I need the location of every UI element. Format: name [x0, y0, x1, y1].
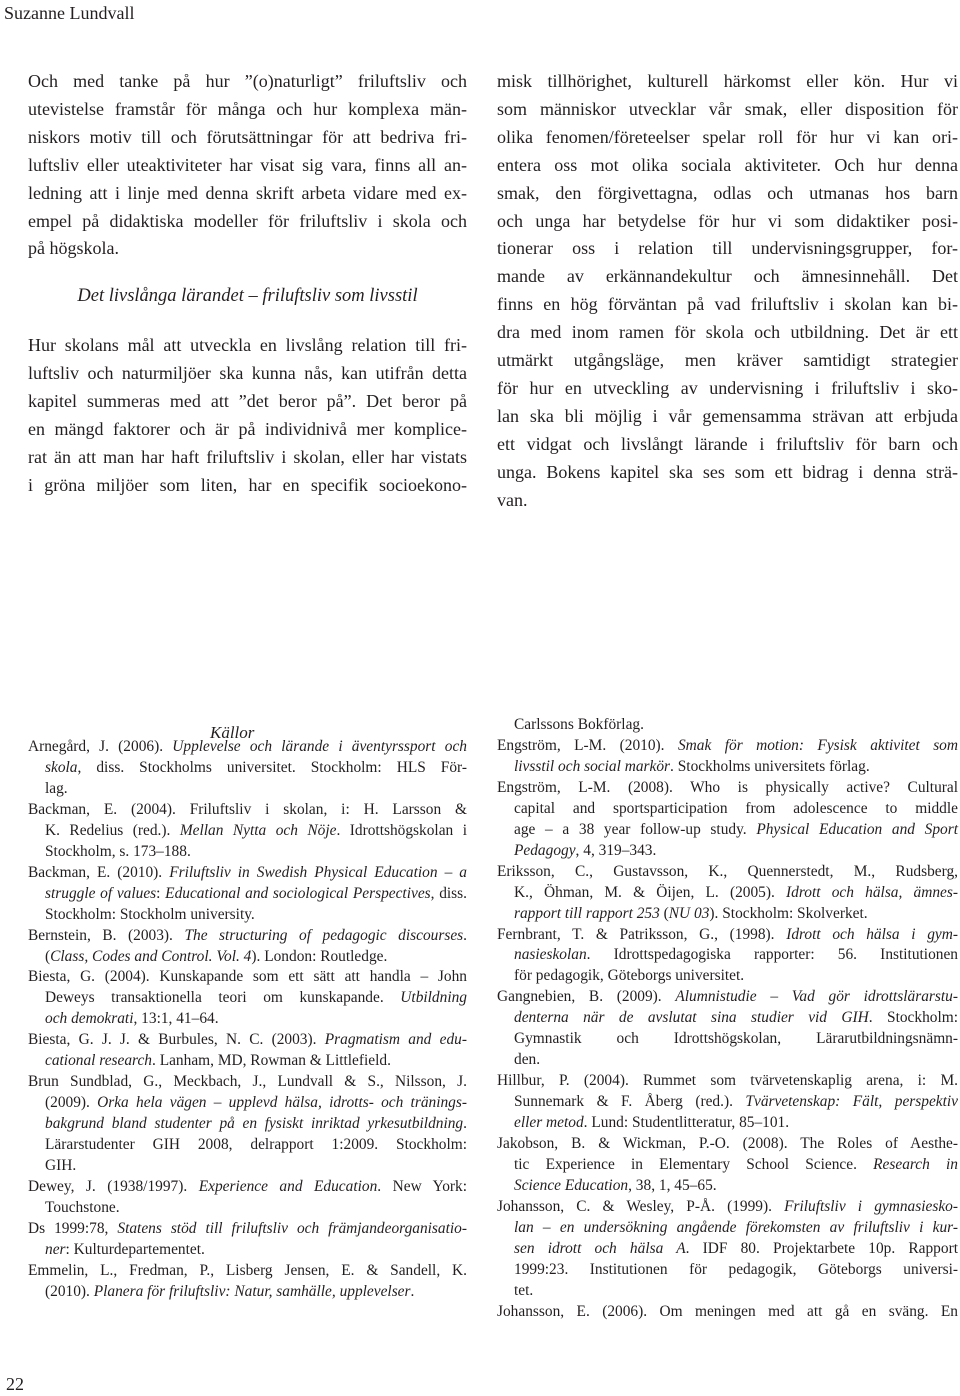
reference-text: Sunnemark & F. Åberg (red.).	[514, 1093, 746, 1111]
reference-text: Backman, E. (2004). Friluftsliv i skolan, i: H. Larsson &	[28, 800, 467, 818]
reference-italic-text: Idrott och hälsa i gym-	[786, 925, 958, 943]
text-line: på högskola.	[28, 238, 119, 259]
reference-line	[28, 1156, 467, 1177]
reference-italic-text: ner	[45, 1240, 66, 1258]
reference-text: Engström, L-M. (2010).	[497, 736, 678, 754]
reference-text: den.	[514, 1051, 541, 1069]
reference-line	[497, 1302, 958, 1323]
reference-line	[28, 737, 467, 758]
references-column-left	[28, 737, 467, 1303]
reference-text: Gangnebien, B. (2009).	[497, 988, 676, 1006]
reference-text: Johansson, C. & Wesley, P-Å. (1999).	[497, 1197, 785, 1215]
reference-line	[28, 1282, 467, 1303]
reference-line	[28, 1135, 467, 1156]
reference-text: Carlssons Bokförlag.	[514, 716, 644, 733]
reference-line	[28, 842, 467, 863]
text-line: Och med tanke på hur ”(o)naturligt” friluftsliv och	[28, 71, 467, 91]
reference-text: Brun Sundblad, G., Meckbach, J., Lundvall & S., Nilsson, J.	[28, 1073, 467, 1091]
text-line: smak, den förgivettagna, odlas och utmanas hos barn	[497, 182, 958, 203]
reference-italic-text: Educational and sociological Perspectives	[165, 884, 431, 902]
reference-text: , 13:1, 41–64.	[133, 1010, 219, 1028]
reference-italic-text: Friluftsliv i gymnasiesko-	[784, 1197, 958, 1215]
text-line: ett vidgat och livslångt lärande i friluftsliv för barn och	[497, 433, 958, 454]
text-line: luftsliv eller uteaktiviteter har visat sig vara, finns all an-	[28, 154, 467, 175]
reference-text: Dewey, J. (1938/1997).	[28, 1178, 199, 1196]
reference-italic-text: Physical Education and Sport	[756, 820, 958, 838]
reference-line	[497, 925, 958, 946]
reference-line	[497, 1218, 958, 1239]
reference-line	[497, 778, 958, 799]
reference-italic-text: Experience and Education	[198, 1178, 378, 1196]
paragraph-lifelong	[28, 332, 467, 499]
reference-italic-text: Orka hela vägen – upplevd hälsa, idrotts- och tränings-	[97, 1094, 467, 1112]
reference-italic-text: livsstil och social markör	[514, 757, 671, 775]
text-line: tionerar oss i relation till undervisningsgrupper, for-	[497, 238, 958, 259]
reference-text: age – a 38 year follow-up study.	[514, 820, 757, 838]
reference-text: Bernstein, B. (2003).	[28, 926, 185, 944]
reference-text: , diss.	[430, 884, 467, 902]
reference-line	[497, 1071, 958, 1092]
reference-italic-text: skola	[45, 758, 78, 776]
reference-text: Backman, E. (2010).	[28, 863, 170, 881]
reference-italic-text: Mellan Nytta och Nöje	[179, 821, 337, 839]
reference-text: .	[463, 926, 467, 944]
reference-line	[497, 1197, 958, 1218]
text-line: entera oss mot olika sociala aktiviteter. Och hur denna	[497, 154, 958, 175]
reference-line	[497, 1176, 958, 1197]
reference-italic-text: Planera för friluftsliv: Natur, samhälle, upplevelser	[93, 1282, 411, 1300]
reference-text: . Lanham, MD, Rowman & Littlefield.	[152, 1052, 391, 1070]
reference-line	[497, 862, 958, 883]
reference-italic-text: Friluftsliv in Swedish Physical Education – a	[169, 863, 467, 881]
paragraph-intro	[28, 68, 467, 263]
reference-italic-text: bakgrund bland studenter på en fysiskt inriktad yrkesutbildning	[45, 1115, 464, 1133]
text-line: luftsliv och naturmiljöer ska kunna nås, kan utifrån detta	[28, 363, 467, 384]
reference-text: , diss. Stockholms universitet. Stockholm: HLS För-	[77, 758, 467, 776]
reference-text: , 38, 1, 45–65.	[628, 1176, 717, 1194]
reference-text: (2010).	[45, 1282, 94, 1300]
reference-italic-text: Utbildning	[400, 989, 467, 1007]
reference-line	[497, 945, 958, 966]
reference-text: . Lund: Studentlitteratur, 85–101.	[583, 1114, 790, 1132]
text-line: rat än att man har haft friluftsliv i skolan, eller har vistats	[28, 446, 467, 467]
reference-text: Lärarstudenter GIH 2008, delrapport 1:2009. Stockholm:	[45, 1136, 467, 1154]
reference-text: . Idrottshögskolan i	[336, 821, 467, 839]
reference-text: Ds 1999:78,	[28, 1219, 118, 1237]
reference-text: Engström, L-M. (2008). Who is physically active? Cultural	[497, 778, 958, 796]
reference-line	[28, 800, 467, 821]
reference-italic-text: Pedagogy	[514, 841, 576, 859]
reference-text: Jakobson, B. & Wickman, P.-O. (2008). The Roles of Aesthe-	[497, 1135, 958, 1153]
reference-text: . Stockholm:	[868, 1009, 958, 1027]
reference-italic-text: denterna när de avslutat sina studier vid GIH	[514, 1009, 869, 1027]
reference-line	[497, 1113, 958, 1134]
reference-text: Deweys transaktionella teori om kunskapande.	[45, 989, 401, 1007]
section-heading: Det livslånga lärandet – friluftsliv som livsstil	[77, 286, 418, 307]
reference-italic-text: Class, Codes and Control. Vol. 4	[50, 947, 252, 965]
reference-line	[28, 758, 467, 779]
reference-text: Gymnastik och Idrottshögskolan, Lärarutbildningsnämn-	[514, 1030, 958, 1048]
text-line: utmärkt utgångsläge, men kräver samtidigt strategier	[497, 350, 958, 371]
reference-line	[28, 1177, 467, 1198]
reference-text: .	[463, 1115, 467, 1133]
reference-line	[497, 966, 958, 987]
reference-line	[497, 1134, 958, 1155]
references-column-right	[497, 715, 958, 1323]
reference-line	[497, 1239, 958, 1260]
reference-text: K., Öhman, M. & Öijen, L. (2005).	[514, 883, 787, 901]
reference-line	[497, 841, 958, 862]
reference-line	[497, 1092, 958, 1113]
reference-line	[28, 779, 467, 800]
reference-line	[497, 757, 958, 778]
reference-text: Hillbur, P. (2004). Rummet som tvärvetenskaplig arena, i: M.	[497, 1072, 958, 1090]
reference-line	[497, 883, 958, 904]
reference-line	[28, 884, 467, 905]
text-line: som människor utvecklar vår smak, eller disposition för	[497, 98, 958, 119]
reference-text: : Kulturdepartementet.	[65, 1240, 205, 1258]
reference-italic-text: Upplevelse och lärande i äventyrssport och	[172, 738, 467, 755]
reference-text: :	[156, 884, 166, 902]
reference-text: Fernbrant, T. & Patriksson, G., (1998).	[497, 925, 787, 943]
text-line: Hur skolans mål att utveckla en livslång relation till fri-	[28, 335, 467, 356]
reference-italic-text: cational research	[45, 1052, 152, 1070]
reference-line	[28, 1051, 467, 1072]
reference-line	[497, 1155, 958, 1176]
reference-italic-text: lan – en undersökning angående förekomsten av friluftsliv i kur-	[514, 1218, 958, 1236]
reference-text: (2009).	[45, 1094, 98, 1112]
reference-text: (	[45, 947, 51, 965]
text-line: empel på didaktiska modeller för friluftsliv i skola och	[28, 210, 467, 231]
reference-line	[28, 947, 467, 968]
reference-line	[28, 1093, 467, 1114]
reference-italic-text: rapport till rapport 253	[514, 904, 660, 922]
body-column-right	[497, 68, 958, 515]
reference-text: tic Experience in Elementary School Science.	[514, 1156, 874, 1174]
reference-line	[497, 1050, 958, 1071]
reference-line	[28, 1009, 467, 1030]
reference-text: GIH.	[45, 1157, 77, 1175]
reference-text: . Stockholms universitets förlag.	[670, 757, 870, 775]
reference-italic-text: Idrott och hälsa, ämnes-	[786, 883, 959, 901]
reference-italic-text: eller metod	[514, 1114, 584, 1132]
text-line: lan ska bli möjlig i vår gemensamma strävan att erbjuda	[497, 405, 958, 426]
reference-line	[497, 1260, 958, 1281]
reference-line	[497, 904, 958, 925]
body-column-left	[28, 68, 467, 500]
reference-line	[497, 1281, 958, 1302]
reference-line	[28, 1114, 467, 1135]
reference-line	[497, 799, 958, 820]
reference-text: Stockholm, s. 173–188.	[45, 842, 191, 860]
reference-line	[28, 988, 467, 1009]
reference-text: Touchstone.	[45, 1198, 120, 1216]
reference-text: Emmelin, L., Fredman, P., Lisberg Jensen, E. & Sandell, K.	[28, 1261, 467, 1279]
reference-text: Biesta, G. J. J. & Burbules, N. C. (2003).	[28, 1031, 325, 1049]
text-line: utevistelse framstår för många och hur komplexa män-	[28, 98, 467, 119]
reference-italic-text: struggle of values	[45, 884, 157, 902]
reference-line	[28, 1030, 467, 1051]
reference-italic-text: Pragmatism and edu-	[324, 1031, 467, 1049]
text-line: ledning att i linje med denna skrift arbeta vidare med ex-	[28, 182, 467, 203]
reference-text: K. Redelius (red.).	[45, 821, 180, 839]
text-line: unga. Bokens kapitel ska ses som ett bidrag i denna strä-	[497, 461, 958, 482]
reference-line	[28, 905, 467, 926]
text-line: dra med inom ramen för skola och utbildning. Det är ett	[497, 322, 958, 343]
reference-line	[497, 820, 958, 841]
text-line: mande av erkännandekultur och ämnesinnehåll. Det	[497, 266, 958, 287]
references-title: Källor	[210, 723, 255, 742]
reference-line	[28, 863, 467, 884]
reference-italic-text: Alumnistudie – Vad gör idrottslärarstu-	[675, 988, 958, 1006]
reference-italic-text: The structuring of pedagogic discourses	[184, 926, 464, 944]
reference-line	[497, 1029, 958, 1050]
reference-text: lag.	[45, 779, 68, 797]
reference-line	[28, 1261, 467, 1282]
reference-line	[28, 967, 467, 988]
reference-text: . Idrottspedagogiska rapporter: 56. Institutionen	[586, 946, 958, 964]
reference-italic-text: sen idrott och hälsa A	[514, 1239, 686, 1257]
reference-italic-text: Research in	[873, 1156, 959, 1174]
text-line: i gröna miljöer som liten, har en specifik socioekono-	[28, 474, 467, 495]
reference-text: . New York:	[377, 1178, 467, 1196]
reference-text: ). London: Routledge.	[251, 947, 388, 965]
reference-line	[28, 926, 467, 947]
reference-text: ). Stockholm: Skolverket.	[709, 904, 868, 922]
reference-italic-text: Science Education	[514, 1176, 629, 1194]
reference-text: Arnegård, J. (2006).	[28, 738, 173, 755]
text-line: för hur en utveckling av undervisning i friluftsliv i sko-	[497, 377, 958, 398]
reference-text: 1999:23. Institutionen för pedagogik, Göteborgs universi-	[514, 1260, 958, 1278]
text-line: och unga har betydelse för hur vi som didaktiker posi-	[497, 210, 958, 231]
reference-text: capital and sportsparticipation from adolescence to middle	[514, 799, 958, 817]
reference-line	[28, 1198, 467, 1219]
reference-text: Stockholm: Stockholm university.	[45, 905, 255, 923]
reference-text: Biesta, G. (2004). Kunskapande som ett sätt att handla – John	[28, 968, 467, 986]
reference-italic-text: och demokrati	[45, 1010, 134, 1028]
text-line: en mängd faktorer och är på individnivå mer komplice-	[28, 418, 467, 439]
text-line: finns en hög förväntan på vad friluftsliv i skolan kan bi-	[497, 294, 958, 315]
reference-text: . IDF 80. Projektarbete 10p. Rapport	[685, 1239, 958, 1257]
reference-text: tet.	[514, 1281, 534, 1299]
reference-italic-text: nasieskolan	[514, 946, 587, 964]
running-head: Suzanne Lundvall	[4, 3, 135, 23]
reference-text: Johansson, E. (2006). Om meningen med att gå en sväng. En	[497, 1302, 958, 1320]
reference-line	[28, 1072, 467, 1093]
reference-italic-text: Statens stöd till friluftsliv och främjandeorganisatio-	[117, 1219, 467, 1237]
reference-text: Eriksson, C., Gustavsson, K., Quennerstedt, M., Rudsberg,	[497, 862, 958, 880]
reference-text: .	[410, 1282, 415, 1300]
page-number: 22	[6, 1374, 24, 1394]
reference-text: , 4, 319–343.	[575, 841, 657, 859]
reference-italic-text: NU 03	[668, 904, 710, 922]
text-line: van.	[497, 489, 528, 510]
reference-line	[28, 1240, 467, 1261]
reference-line	[497, 1008, 958, 1029]
text-line: olika fenomen/företeelser spelar roll för hur vi kan ori-	[497, 126, 958, 147]
reference-text: för pedagogik, Göteborgs universitet.	[514, 967, 745, 985]
reference-line	[497, 715, 958, 736]
text-line: misk tillhörighet, kulturell härkomst eller kön. Hur vi	[497, 71, 958, 91]
text-line: kapitel summeras med att ”det beror på”. Det beror på	[28, 391, 467, 412]
reference-line	[28, 821, 467, 842]
reference-italic-text: Tvärvetenskap: Fält, perspektiv	[745, 1093, 958, 1111]
reference-line	[497, 736, 958, 757]
reference-italic-text: Smak för motion: Fysisk aktivitet som	[677, 736, 958, 754]
text-line: niskors motiv till och förutsättningar för att bedriva fri-	[28, 126, 467, 147]
reference-line	[497, 987, 958, 1008]
paragraph-continued	[497, 68, 958, 515]
reference-line	[28, 1219, 467, 1240]
reference-text: (	[659, 904, 669, 922]
